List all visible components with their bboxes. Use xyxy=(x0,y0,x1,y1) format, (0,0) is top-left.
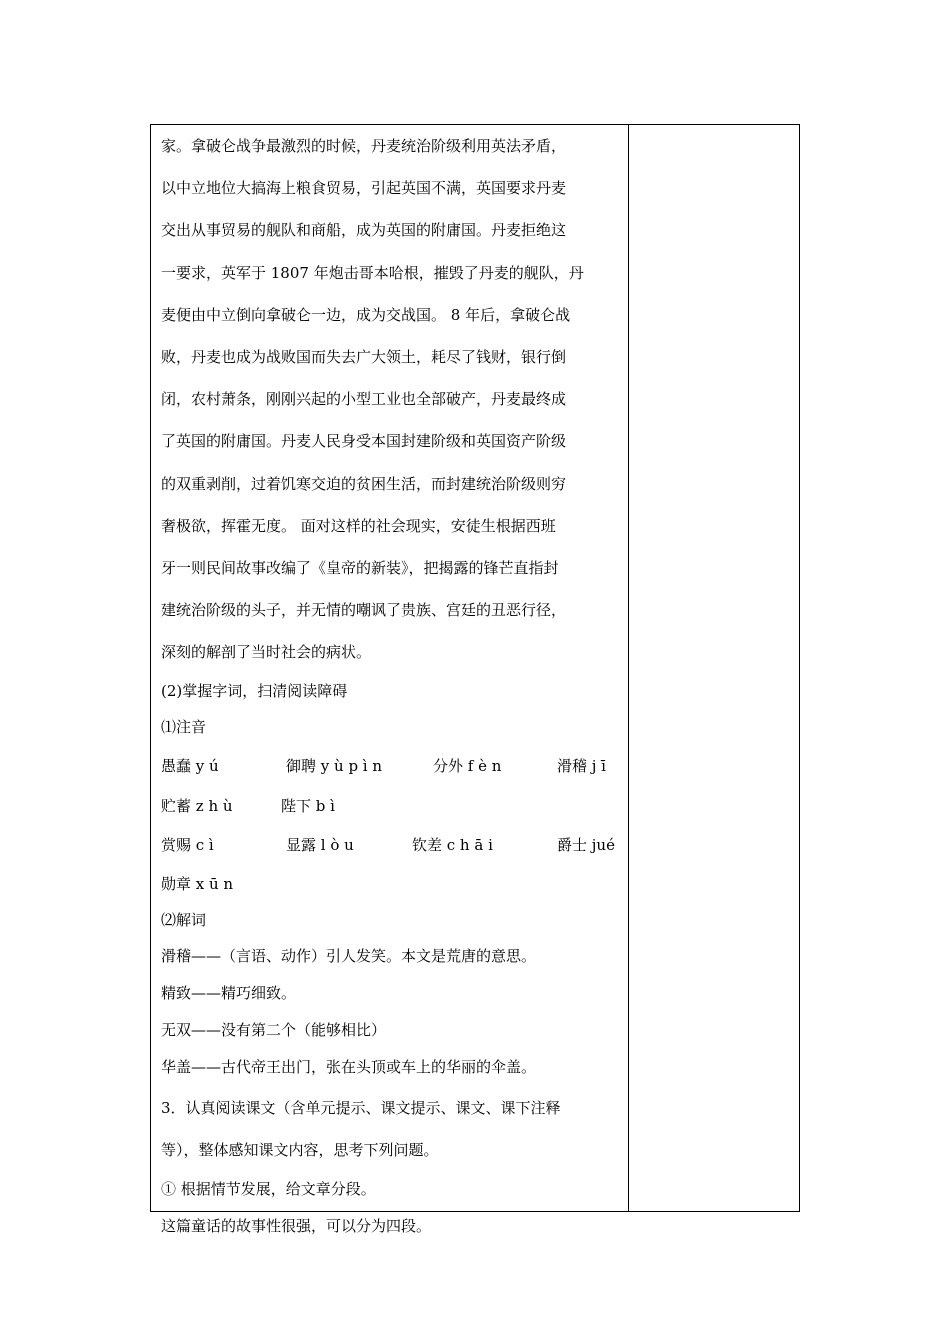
paragraph-line: 闭，农村萧条，刚刚兴起的小型工业也全部破产，丹麦最终成 xyxy=(161,390,567,409)
jieci-heading: ⑵解词 xyxy=(161,910,207,929)
pinyin-item: 御聘 y ù p ì n xyxy=(286,757,383,776)
paragraph-line: 建统治阶级的头子，并无情的嘲讽了贵族、宫廷的丑恶行径， xyxy=(161,601,567,620)
question-line: ① 根据情节发展，给文章分段。 xyxy=(161,1179,376,1198)
section-heading: (2)掌握字词，扫清阅读障碍 xyxy=(161,682,348,701)
pinyin-item: 赏赐 c ì xyxy=(161,835,214,854)
paragraph-line: 败，丹麦也成为战败国而失去广大领土，耗尽了钱财，银行倒 xyxy=(161,347,567,366)
pinyin-row xyxy=(161,788,623,824)
definition-line: 滑稽——（言语、动作）引人发笑。本文是荒唐的意思。 xyxy=(161,946,537,965)
pinyin-item: 勋章 x ū n xyxy=(161,874,234,893)
pinyin-row xyxy=(161,824,623,866)
answer-line: 这篇童话的故事性很强，可以分为四段。 xyxy=(161,1217,432,1236)
paragraph-line: 牙一则民间故事改编了《皇帝的新装》，把揭露的锋芒直指封 xyxy=(161,558,559,577)
paragraph-line: 以中立地位大搞海上粮食贸易，引起英国不满，英国要求丹麦 xyxy=(161,179,567,198)
task-line: 3．认真阅读课文（含单元提示、课文提示、课文、课下注释 xyxy=(161,1098,561,1117)
paragraph-line: 麦便由中立倒向拿破仑一边，成为交战国。 8 年后，拿破仑战 xyxy=(161,305,571,324)
pinyin-row xyxy=(161,866,623,902)
paragraph-line: 的双重剥削，过着饥寒交迫的贫困生活，而封建统治阶级则穷 xyxy=(161,474,567,493)
pinyin-item: 钦差 c h ā i xyxy=(412,835,493,854)
paragraph-line: 家。拿破仑战争最激烈的时候，丹麦统治阶级利用英法矛盾， xyxy=(161,137,567,155)
pinyin-item: 贮蓄 z h ù xyxy=(161,796,233,815)
pinyin-row xyxy=(161,745,623,787)
lesson-table xyxy=(150,124,800,1236)
content-column xyxy=(161,125,623,1245)
paragraph-line: 深刻的解剖了当时社会的病状。 xyxy=(161,643,372,662)
paragraph-line: 一要求，英军于 1807 年炮击哥本哈根，摧毁了丹麦的舰队，丹 xyxy=(161,263,584,282)
task-line: 等），整体感知课文内容，思考下列问题。 xyxy=(161,1140,439,1159)
definition-line: 无双——没有第二个（能够相比） xyxy=(161,1021,387,1040)
pinyin-item: 分外 f è n xyxy=(433,757,502,776)
definition-line: 精致——精巧细致。 xyxy=(161,984,297,1002)
pinyin-item: 陛下 b ì xyxy=(281,796,335,815)
paragraph-line: 交出从事贸易的舰队和商船，成为英国的附庸国。丹麦拒绝这 xyxy=(161,221,567,240)
pinyin-item: 滑稽 j ī xyxy=(557,757,606,776)
pinyin-item: 显露 l ò u xyxy=(286,835,354,854)
column-divider xyxy=(628,125,629,1211)
paragraph-line: 奢极欲，挥霍无度。 面对这样的社会现实，安徒生根据西班 xyxy=(161,516,556,535)
pinyin-item: 爵士 jué xyxy=(557,835,615,854)
definition-line: 华盖——古代帝王出门，张在头顶或车上的华丽的伞盖。 xyxy=(161,1058,537,1077)
pinyin-item: 愚蠢 y ú xyxy=(161,757,219,776)
zhuyin-heading: ⑴注音 xyxy=(161,718,207,737)
paragraph-line: 了英国的附庸国。丹麦人民身受本国封建阶级和英国资产阶级 xyxy=(161,432,567,451)
